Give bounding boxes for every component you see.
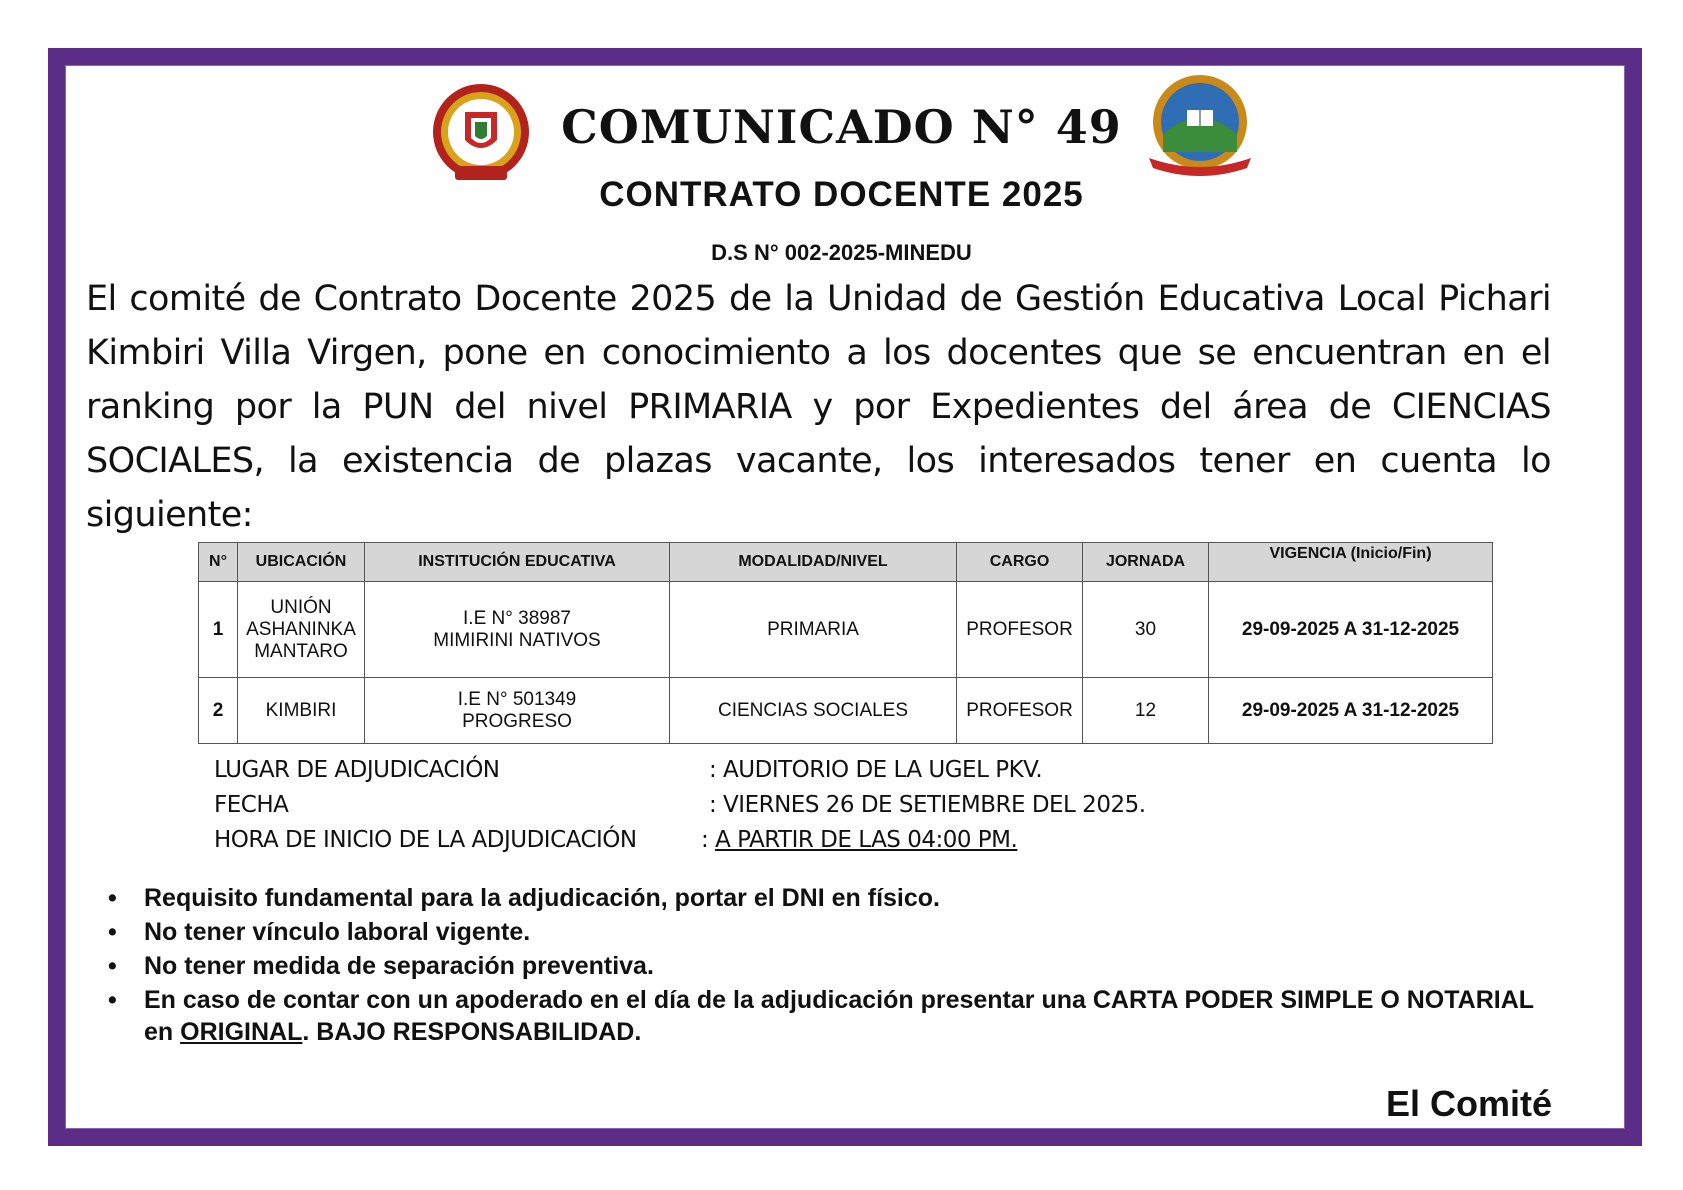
fecha-label: FECHA [214,792,289,818]
info-row-hora [214,827,1314,862]
requirement-text: En caso de contar con un apoderado en el día de la adjudicación presentar una CARTA PODER SIMPLE O NOTARIAL en [144,986,1534,1046]
cell-institucion-name: PROGRESO [462,710,572,732]
info-row-lugar [214,757,1314,792]
cell-modalidad: CIENCIAS SOCIALES [670,678,957,744]
cell-cargo: PROFESOR [957,678,1083,744]
cell-institucion-code: I.E N° 501349 [457,688,577,710]
bullet-icon: • [108,952,117,980]
cell-ubicacion: UNIÓN ASHANINKA MANTARO [238,582,365,678]
document-title: COMUNICADO N° 49 [561,100,1122,154]
table-header-row [199,543,1493,582]
col-header-institucion: INSTITUCIÓN EDUCATIVA [365,543,670,582]
cell-vigencia: 29-09-2025 A 31-12-2025 [1209,582,1493,678]
decree-reference: D.S N° 002-2025-MINEDU [711,240,972,265]
cell-modalidad: PRIMARIA [670,582,957,678]
fecha-value: : VIERNES 26 DE SETIEMBRE DEL 2025. [709,792,1146,818]
hora-value [701,827,1017,853]
list-item [108,882,1553,914]
col-header-modalidad: MODALIDAD/NIVEL [670,543,957,582]
signature: El Comité [1385,1083,1552,1124]
bullet-icon: • [108,986,117,1014]
col-header-vigencia: VIGENCIA (Inicio/Fin) [1209,543,1493,582]
lugar-label: LUGAR DE ADJUDICACIÓN [214,757,500,783]
adjudication-info [214,757,1314,862]
requirement-text: No tener vínculo laboral vigente. [144,918,531,946]
cell-institucion [365,582,670,678]
document-subtitle: CONTRATO DOCENTE 2025 [599,175,1084,214]
cell-jornada: 12 [1083,678,1209,744]
bullet-icon: • [108,918,117,946]
col-header-number: N° [199,543,238,582]
cell-ubicacion: KIMBIRI [238,678,365,744]
cell-number: 1 [199,582,238,678]
list-item [108,950,1553,982]
header [0,80,1683,214]
cell-institucion [365,678,670,744]
requirement-text-end: . BAJO RESPONSABILIDAD. [302,1018,642,1046]
vacancies-table [198,542,1493,744]
requirements-list [108,882,1553,1050]
cell-jornada: 30 [1083,582,1209,678]
cell-cargo: PROFESOR [957,582,1083,678]
requirement-underlined: ORIGINAL [180,1018,303,1046]
requirement-text: No tener medida de separación preventiva. [144,952,654,980]
hora-time: A PARTIR DE LAS 04:00 PM. [715,827,1018,853]
list-item [108,916,1553,948]
col-header-cargo: CARGO [957,543,1083,582]
hora-label: HORA DE INICIO DE LA ADJUDICACIÓN [214,827,637,853]
cell-number: 2 [199,678,238,744]
col-header-ubicacion: UBICACIÓN [238,543,365,582]
lugar-value: : AUDITORIO DE LA UGEL PKV. [709,757,1043,783]
bullet-icon: • [108,884,117,912]
list-item [108,984,1553,1048]
col-header-jornada: JORNADA [1083,543,1209,582]
table-row [199,582,1493,678]
table-row [199,678,1493,744]
cell-institucion-code: I.E N° 38987 [463,607,571,629]
requirement-text: Requisito fundamental para la adjudicación, portar el DNI en físico. [144,884,940,912]
cell-institucion-name: MIMIRINI NATIVOS [433,629,601,651]
hora-prefix: : [701,827,709,853]
info-row-fecha [214,792,1314,827]
intro-paragraph: El comité de Contrato Docente 2025 de la Unidad de Gestión Educativa Local Pichari Kimbiri Villa Virgen, pone en conocimiento a los docentes que se encuentran en el ranking por la PUN del nivel PRIMARIA y por Expedientes del área de CIENCIAS SOCIALES, la existencia de plazas vacante, los interesados tener en cuenta lo siguiente: [86,279,1551,535]
cell-vigencia: 29-09-2025 A 31-12-2025 [1209,678,1493,744]
